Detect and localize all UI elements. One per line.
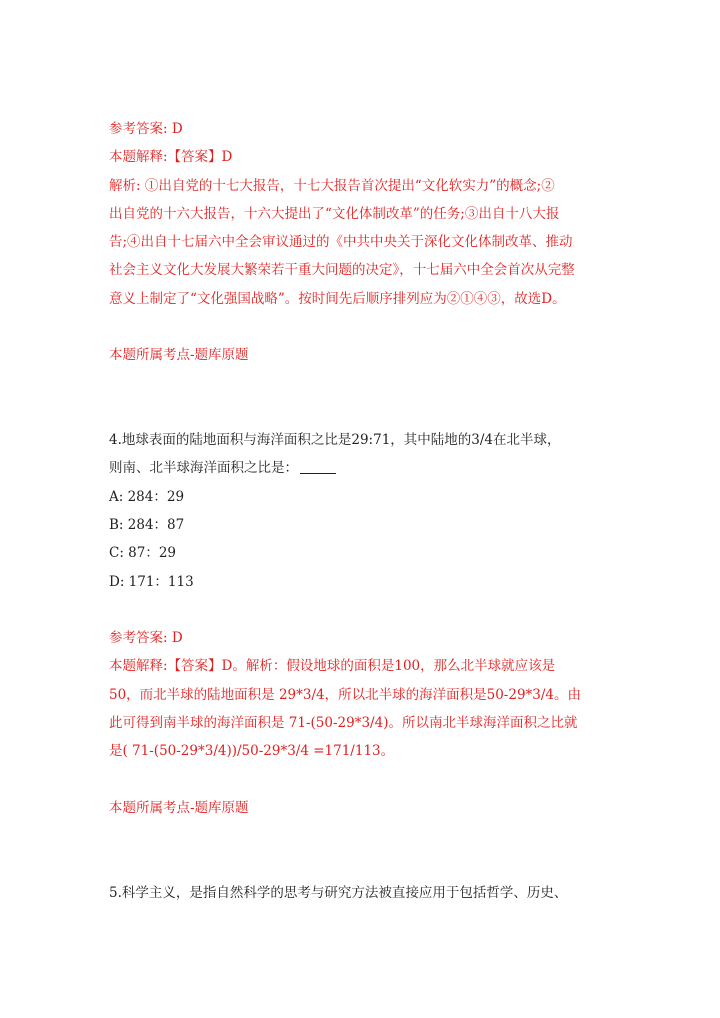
- q3-analysis-line: 告;④出自十七届六中全会审议通过的《中共中央关于深化文化体制改革、推动: [109, 234, 573, 250]
- q4-option-b: B: 284：87: [109, 517, 185, 533]
- q4-option-c: C: 87：29: [109, 545, 177, 561]
- q3-analysis-line: 社会主义文化大发展大繁荣若干重大问题的决定》，十七届六中全会首次从完整: [109, 262, 575, 278]
- q4-source: 本题所属考点-题库原题: [109, 800, 249, 816]
- q3-explanation-label: 本题解释:【答案】D: [109, 149, 233, 165]
- q4-explanation-line: 是( 71-(50-29*3/4))/50-29*3/4 =171/113。: [109, 743, 395, 759]
- q3-answer: 参考答案: D: [109, 121, 183, 137]
- q4-option-d: D: 171：113: [109, 574, 194, 590]
- q4-answer: 参考答案: D: [109, 630, 183, 646]
- q3-source: 本题所属考点-题库原题: [109, 347, 249, 363]
- answer-blank: [300, 461, 336, 474]
- q4-stem-text: 则南、北半球海洋面积之比是：: [109, 460, 298, 476]
- q3-analysis-line: 出自党的十六大报告，十六大提出了“文化体制改革”的任务;③出自十八大报: [109, 206, 560, 222]
- q4-explanation-line: 本题解释:【答案】D。解析：假设地球的面积是100，那么北半球就应该是: [109, 658, 556, 674]
- q4-explanation-line: 50，而北半球的陆地面积是 29*3/4，所以北半球的海洋面积是50-29*3/4。由: [109, 687, 582, 703]
- q4-option-a: A: 284：29: [109, 489, 185, 505]
- q5-stem-line: 5.科学主义，是指自然科学的思考与研究方法被直接应用于包括哲学、历史、: [109, 885, 568, 901]
- q4-explanation-line: 此可得到南半球的海洋面积是 71-(50-29*3/4)。所以南北半球海洋面积之比就: [109, 715, 578, 731]
- q4-stem-line-2: [109, 460, 336, 476]
- q3-analysis-line: 解析: ①出自党的十七大报告，十七大报告首次提出“文化软实力”的概念;②: [109, 178, 555, 194]
- q3-analysis-line: 意义上制定了“文化强国战略”。按时间先后顺序排列应为②①④③，故选D。: [109, 291, 566, 307]
- q4-stem-line: 4.地球表面的陆地面积与海洋面积之比是29:71，其中陆地的3/4在北半球，: [109, 432, 561, 448]
